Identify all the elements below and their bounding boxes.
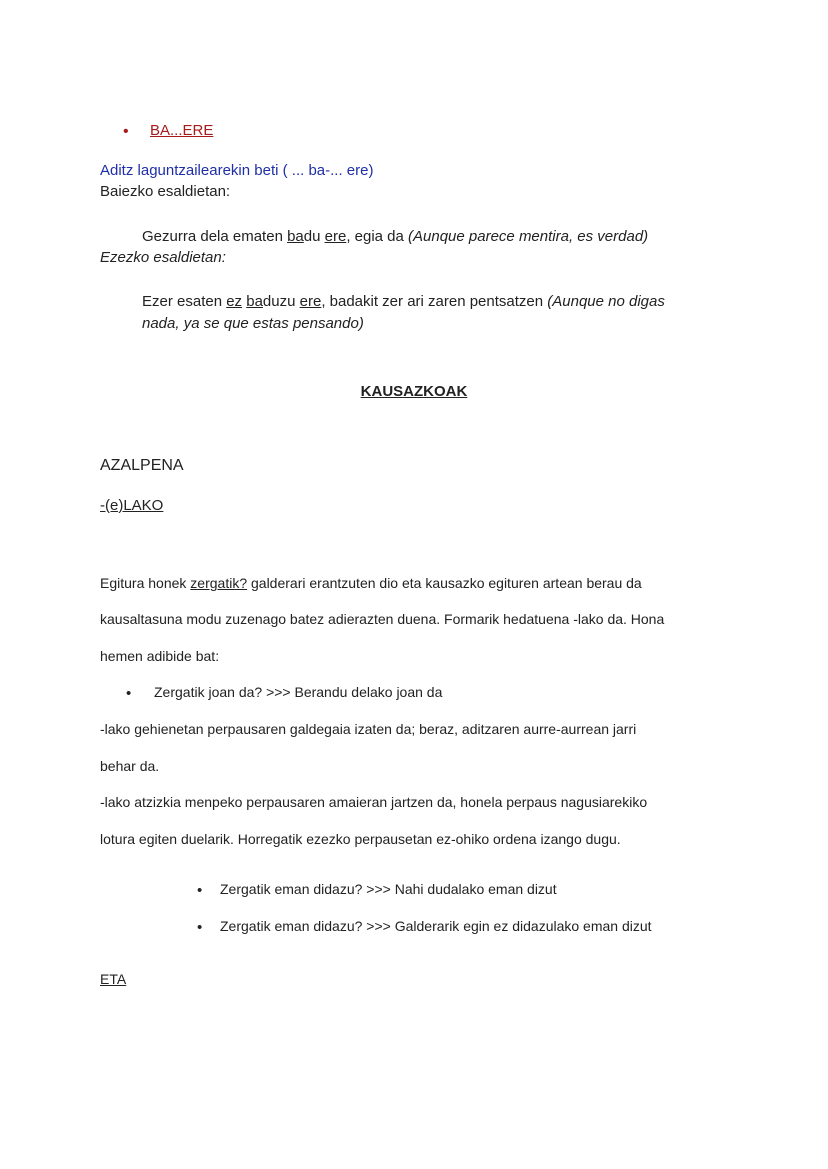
text: duzu	[262, 293, 300, 310]
translation-continued: nada, ya se que estas pensando)	[142, 315, 364, 332]
paragraph-line: behar da.	[100, 758, 160, 774]
bullet-icon: •	[126, 685, 132, 702]
subtitle-aditz: Aditz laguntzailearekin beti ( ... ba-... ere)	[100, 162, 374, 179]
paragraph-line: -lako gehienetan perpausaren galdegaia izaten da; beraz, aditzaren aurre-aurrean jarri	[100, 721, 637, 737]
underlined-text: ba	[246, 293, 263, 310]
underlined-text: ere	[299, 293, 322, 310]
bullet-icon: •	[197, 882, 203, 899]
paragraph-line: hemen adibide bat:	[100, 648, 220, 664]
text: , badakit zer ari zaren pentsatzen	[321, 293, 548, 310]
translation: (Aunque no digas	[547, 293, 665, 310]
negative-example	[142, 293, 665, 310]
underlined-text: ez	[226, 293, 243, 310]
azalpena-heading: AZALPENA	[100, 457, 184, 474]
bullet-icon: •	[123, 123, 129, 140]
page-title: KAUSAZKOAK	[360, 383, 468, 400]
paragraph-line: lotura egiten duelarik. Horregatik ezezko perpausetan ez-ohiko ordena izango dugu.	[100, 831, 621, 847]
text: du	[303, 228, 325, 245]
affirmative-label: Baiezko esaldietan:	[100, 183, 231, 200]
eta-heading: ETA	[100, 971, 127, 987]
section-heading-ba-ere[interactable]: BA...ERE	[150, 122, 214, 139]
text: Ezer esaten	[142, 293, 227, 310]
text: galderari erantzuten dio eta kausazko egituren artean berau da	[247, 575, 642, 591]
paragraph-line: kausaltasuna modu zuzenago batez adierazten duena. Formarik hedatuena -lako da. Hona	[100, 611, 665, 627]
text: Gezurra dela ematen	[142, 228, 288, 245]
affirmative-example	[142, 228, 648, 245]
negative-label: Ezezko esaldietan:	[100, 249, 226, 266]
underlined-text: zergatik?	[190, 575, 248, 591]
list-item: Zergatik eman didazu? >>> Galderarik egin ez didazulako eman dizut	[220, 918, 652, 934]
text: , egia da	[346, 228, 409, 245]
paragraph-line	[100, 575, 642, 591]
text: Egitura honek	[100, 575, 191, 591]
translation: (Aunque parece mentira, es verdad)	[408, 228, 649, 245]
paragraph-line: -lako atzizkia menpeko perpausaren amaieran jartzen da, honela perpaus nagusiarekiko	[100, 794, 648, 810]
underlined-text: ere	[324, 228, 347, 245]
bullet-icon: •	[197, 919, 203, 936]
underlined-text: ba	[287, 228, 304, 245]
list-item: Zergatik joan da? >>> Berandu delako joan da	[154, 684, 443, 700]
list-item: Zergatik eman didazu? >>> Nahi dudalako eman dizut	[220, 881, 557, 897]
lako-heading: -(e)LAKO	[100, 497, 164, 514]
